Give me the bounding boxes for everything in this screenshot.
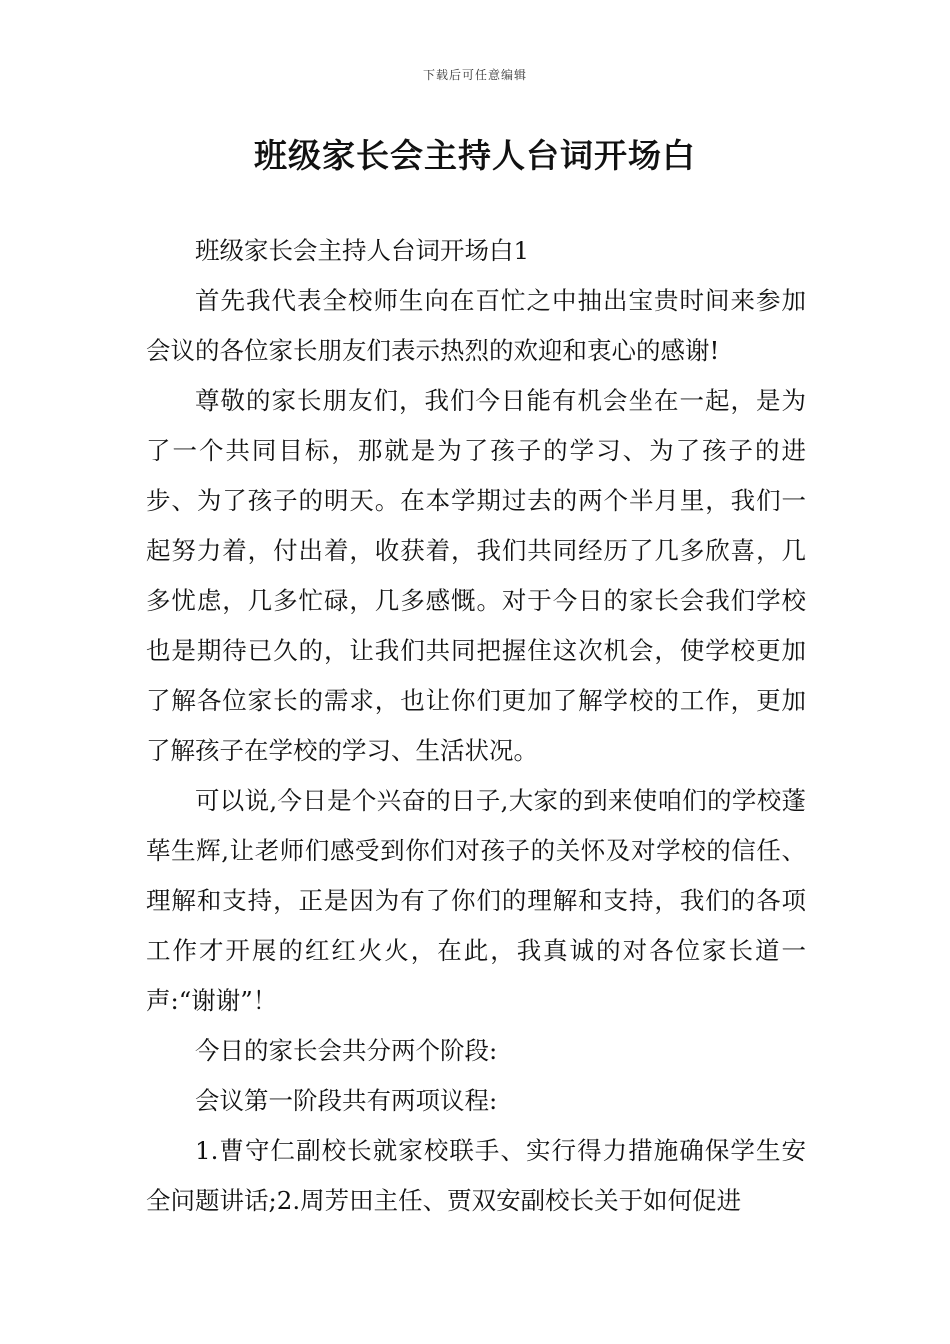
paragraph-stages: 今日的家长会共分两个阶段: (195, 1036, 498, 1065)
paragraph-common-goal: 尊敬的家长朋友们，我们今日能有机会坐在一起，是为了一个共同目标，那就是为了孩子的学习、为了孩子的进步、为了孩子的明天。在本学期过去的两个半月里，我们一起努力着，付出着，收获着，我们共同经历了几多欣喜，几多忧虑，几多忙碌，几多感慨。对于今日的家长会我们学校也是期待已久的，让我们共同把握住这次机会，使学校更加了解各位家长的需求，也让你们更加了解学校的工作，更加了解孩子在学校的学习、生活状况。 (146, 386, 806, 765)
document-title: 班级家长会主持人台词开场白 (254, 136, 696, 175)
page-header-note: 下载后可任意编辑 (422, 68, 527, 82)
paragraph-subtitle: 班级家长会主持人台词开场白1 (195, 236, 530, 265)
document-body (146, 226, 806, 1226)
paragraph-welcome: 首先我代表全校师生向在百忙之中抽出宝贵时间来参加会议的各位家长朋友们表示热烈的欢迎和衷心的感谢! (146, 286, 806, 365)
paragraph-first-stage: 会议第一阶段共有两项议程: (195, 1086, 498, 1115)
paragraph-agenda: 1.曹守仁副校长就家校联手、实行得力措施确保学生安全问题讲话;2.周芳田主任、贾双安副校长关于如何促进 (146, 1136, 806, 1215)
paragraph-thanks: 可以说,今日是个兴奋的日子,大家的到来使咱们的学校蓬荜生辉,让老师们感受到你们对孩子的关怀及对学校的信任、理解和支持，正是因为有了你们的理解和支持，我们的各项工作才开展的红红火火，在此，我真诚的对各位家长道一声:“谢谢”！ (146, 786, 806, 1015)
